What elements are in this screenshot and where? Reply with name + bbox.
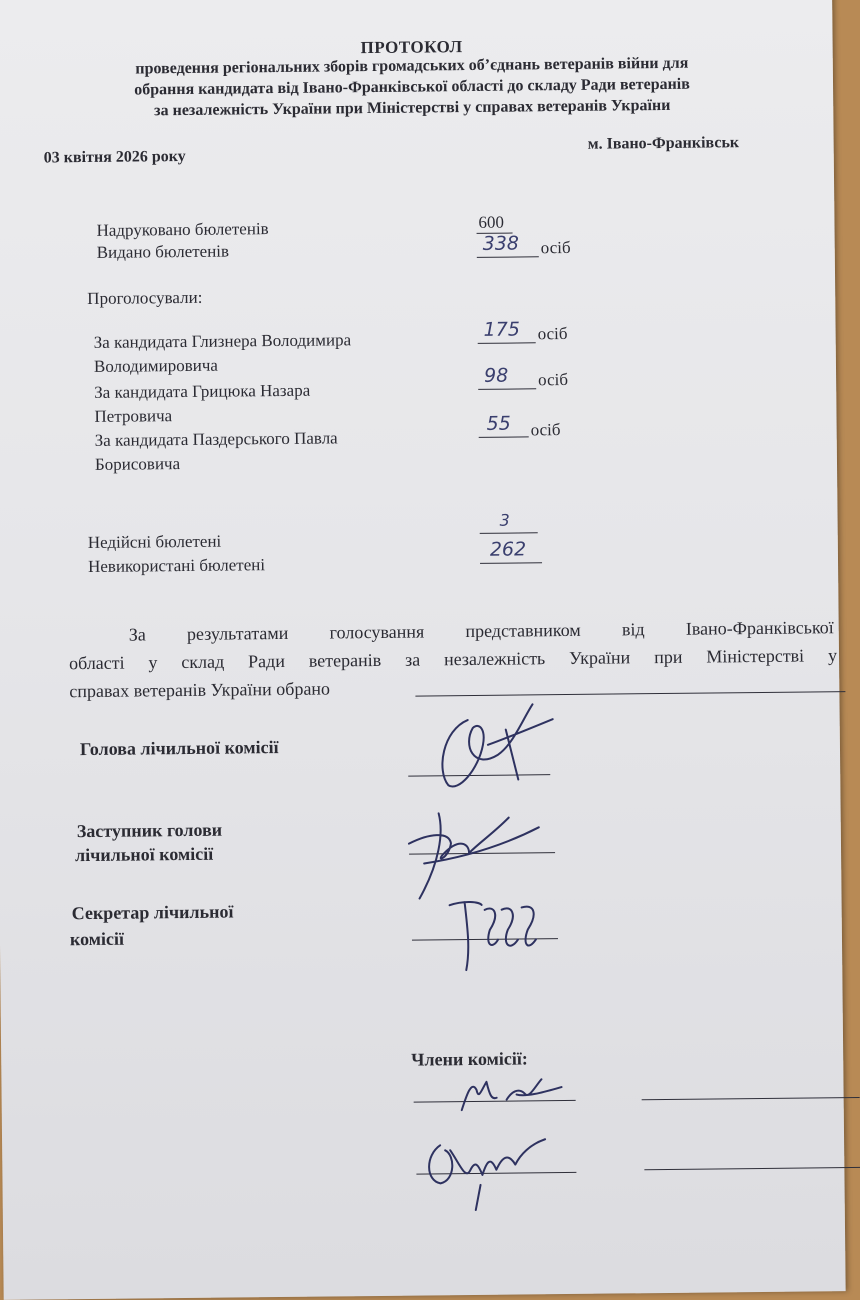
candidate-2-line1: За кандидата Грицюка Назара xyxy=(94,380,311,402)
invalid-ballots-value: 3 xyxy=(499,510,510,530)
heading-line-2: обрання кандидата від Івано-Франківської області до складу Ради ветеранів xyxy=(134,75,690,99)
document-title: ПРОТОКОЛ xyxy=(360,37,463,58)
issued-ballots-label: Видано бюлетенів xyxy=(96,241,230,262)
heading-line-3: за незалежність України при Міністерстві у справах ветеранів України xyxy=(154,96,671,120)
candidate-3-underline xyxy=(479,436,529,438)
candidate-2-unit: осіб xyxy=(538,369,569,390)
secretary-label-line1: Секретар лічильної xyxy=(71,901,234,924)
issued-underline xyxy=(477,256,539,258)
candidate-3-line2: Борисовича xyxy=(94,454,181,474)
member-4-signature-line[interactable] xyxy=(644,1167,860,1170)
deputy-label-line1: Заступник голови xyxy=(76,819,223,842)
candidate-1-line1: За кандидата Глизнера Володимира xyxy=(93,330,352,352)
candidate-3-votes: 55 xyxy=(486,412,511,435)
unused-underline xyxy=(480,562,542,564)
invalid-ballots-label: Недійсні бюлетені xyxy=(87,531,222,553)
candidate-2-line2: Петровича xyxy=(94,406,173,426)
secretary-signature xyxy=(439,889,560,990)
chair-signature xyxy=(427,699,558,800)
candidate-2-votes: 98 xyxy=(483,364,509,387)
candidate-1-votes: 175 xyxy=(483,318,520,341)
candidate-1-unit: осіб xyxy=(537,323,568,344)
member-1-signature xyxy=(456,1069,567,1120)
members-label: Члени комісії: xyxy=(411,1048,528,1070)
member-3-signature xyxy=(420,1124,581,1226)
candidate-1-underline xyxy=(478,342,536,344)
result-line-3: справах ветеранів України обрано xyxy=(69,678,331,702)
result-line-1: За результатами голосування представником від Івано-Франківської xyxy=(128,617,834,645)
document-place: м. Івано-Франківськ xyxy=(587,134,740,153)
invalid-underline xyxy=(480,532,538,534)
voted-header: Проголосували: xyxy=(87,287,203,308)
deputy-label-line2: лічильної комісії xyxy=(74,843,214,866)
result-line-2: області у склад Ради ветеранів за незалежність України при Міністерстві у xyxy=(68,645,838,674)
printed-ballots-value: 600 xyxy=(478,212,505,232)
heading-line-1: проведення регіональних зборів громадських об’єднань ветеранів війни для xyxy=(135,54,689,78)
issued-ballots-value: 338 xyxy=(482,232,520,255)
unused-ballots-value: 262 xyxy=(489,538,527,561)
member-2-signature-line[interactable] xyxy=(642,1097,860,1100)
elected-blank-line[interactable] xyxy=(415,691,845,697)
chair-label: Голова лічильної комісії xyxy=(79,737,279,760)
unused-ballots-label: Невикористані бюлетені xyxy=(87,555,266,577)
candidate-3-unit: осіб xyxy=(530,420,561,440)
document-date: 03 квітня 2026 року xyxy=(43,147,186,167)
issued-unit: осіб xyxy=(540,237,571,258)
candidate-3-line1: За кандидата Паздерського Павла xyxy=(94,428,338,450)
secretary-label-line2: комісії xyxy=(69,928,125,950)
printed-ballots-label: Надруковано бюлетенів xyxy=(96,219,269,240)
candidate-2-underline xyxy=(478,388,536,390)
candidate-1-line2: Володимировича xyxy=(93,355,218,376)
